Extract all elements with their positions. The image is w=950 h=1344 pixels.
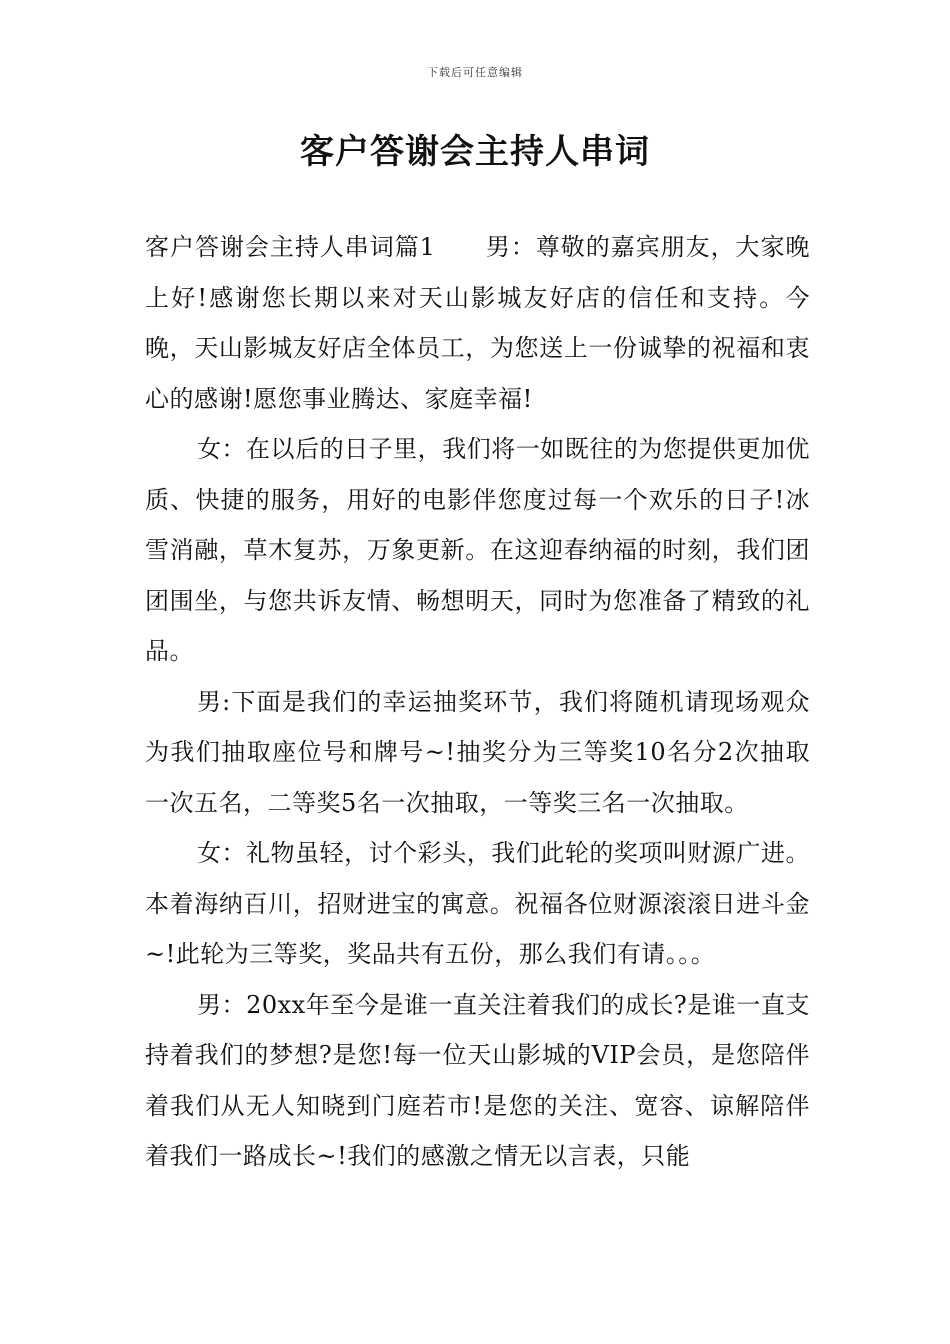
paragraph-4: 女：礼物虽轻，讨个彩头，我们此轮的奖项叫财源广进。本着海纳百川，招财进宝的寓意。祝福各位财源滚滚日进斗金~!此轮为三等奖，奖品共有五份，那么我们有请。。。 bbox=[145, 839, 810, 968]
paragraph-1: 客户答谢会主持人串词篇1 男：尊敬的嘉宾朋友，大家晚上好!感谢您长期以来对天山影城友好店的信任和支持。今晚，天山影城友好店全体员工，为您送上一份诚挚的祝福和衷心的感谢!愿您事业腾达、家庭幸福! bbox=[145, 233, 810, 413]
paragraph-2: 女：在以后的日子里，我们将一如既往的为您提供更加优质、快捷的服务，用好的电影伴您度过每一个欢乐的日子!冰雪消融，草木复苏，万象更新。在这迎春纳福的时刻，我们团团围坐，与您共诉友情、畅想明天，同时为您准备了精致的礼品。 bbox=[145, 435, 810, 665]
paragraph-3: 男:下面是我们的幸运抽奖环节，我们将随机请现场观众为我们抽取座位号和牌号~!抽奖分为三等奖10名分2次抽取一次五名，二等奖5名一次抽取，一等奖三名一次抽取。 bbox=[145, 687, 810, 817]
header-note: 下载后可任意编辑 bbox=[427, 66, 523, 79]
document-body bbox=[145, 222, 810, 1182]
paragraph-5: 男：20xx年至今是谁一直关注着我们的成长?是谁一直支持着我们的梦想?是您!每一位天山影城的VIP会员，是您陪伴着我们从无人知晓到门庭若市!是您的关注、宽容、谅解陪伴着我们一路成长~!我们的感激之情无以言表，只能 bbox=[145, 990, 810, 1170]
page-title: 客户答谢会主持人串词 bbox=[300, 132, 650, 172]
